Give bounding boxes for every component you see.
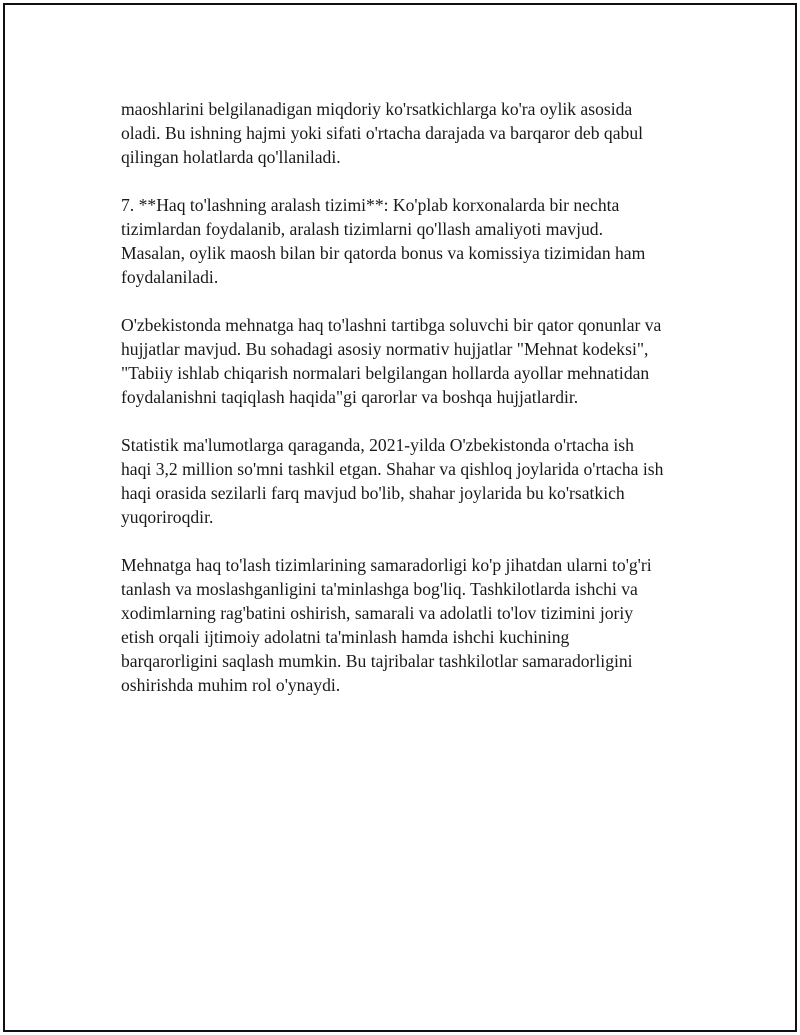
document-page bbox=[3, 3, 797, 1032]
paragraph-mixed-pay-system: 7. **Haq to'lashning aralash tizimi**: Ko'plab korxonalarda bir nechta tizimlardan foydalanib, aralash tizimlarni qo'llash amaliyoti mavjud. Masalan, oylik maosh bilan bir qatorda bonus va komissiya tizimidan ham foydalaniladi. bbox=[121, 195, 646, 287]
paragraph-conclusion: Mehnatga haq to'lash tizimlarining samaradorligi ko'p jihatdan ularni to'g'ri tanlash va moslashganligini ta'minlashga bog'liq. Tashkilotlarda ishchi va xodimlarning rag'batini oshirish, samarali va adolatli to'lov tizimini joriy etish orqali ijtimoiy adolatni ta'minlash hamda ishchi kuchining barqarorligini saqlash mumkin. Bu tajribalar tashkilotlar samaradorligini oshirishda muhim rol o'ynaydi. bbox=[121, 555, 652, 695]
paragraph-salary-system-continuation: maoshlarini belgilanadigan miqdoriy ko'rsatkichlarga ko'ra oylik asosida oladi. Bu ishning hajmi yoki sifati o'rtacha darajada va barqaror deb qabul qilingan holatlarda qo'llaniladi. bbox=[121, 99, 644, 167]
paragraph-statistics: Statistik ma'lumotlarga qaraganda, 2021-yilda O'zbekistonda o'rtacha ish haqi 3,2 million so'mni tashkil etgan. Shahar va qishloq joylarida o'rtacha ish haqi orasida sezilarli farq mavjud bo'lib, shahar joylarida bu ko'rsatkich yuqoriroqdir. bbox=[121, 435, 664, 527]
paragraph-legal-framework: O'zbekistonda mehnatga haq to'lashni tartibga soluvchi bir qator qonunlar va hujjatlar mavjud. Bu sohadagi asosiy normativ hujjatlar "Mehnat kodeksi", "Tabiiy ishlab chiqarish normalari belgilangan hollarda ayollar mehnatidan foydalanishni taqiqlash haqida"gi qarorlar va boshqa hujjatlardir. bbox=[121, 315, 662, 407]
document-body bbox=[121, 97, 711, 721]
